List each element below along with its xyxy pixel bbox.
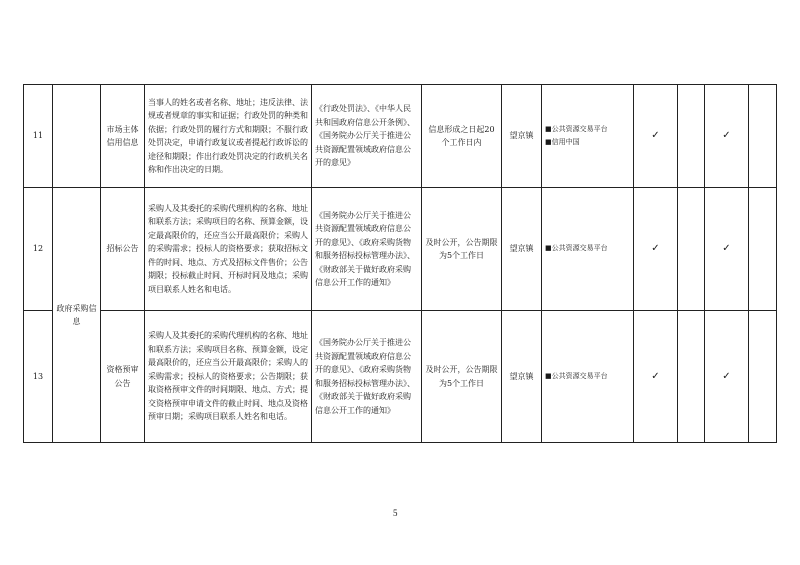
time-limit-cell: 及时公开，公告期限为5个工作日 — [422, 188, 502, 311]
table-row — [24, 311, 777, 443]
check-icon: ✓ — [722, 130, 731, 142]
channel-cell — [542, 188, 634, 311]
row-number: 12 — [24, 188, 53, 311]
empty-cell — [749, 188, 777, 311]
body-cell: 望京镇 — [502, 85, 542, 188]
time-limit-cell: 及时公开，公告期限为5个工作日 — [422, 311, 502, 443]
content-cell: 采购人及其委托的采购代理机构的名称、地址和联系方法；采购项目的名称、预算金额，设定最高限价的，还应当公开最高限价；采购人的采购需求；投标人的资格要求；获取招标文件的时间、地点、方式及招标文件售价；公告期限；投标截止时间、开标时间及地点；采购项目联系人姓名和电话。 — [145, 188, 312, 311]
content-cell: 当事人的姓名或者名称、地址；违反法律、法规或者规章的事实和证据；行政处罚的种类和依据；行政处罚的履行方式和期限；不服行政处罚决定，申请行政复议或者提起行政诉讼的途径和期限；作出行政处罚决定的行政机关名称和作出决定的日期。 — [145, 85, 312, 188]
page-number: 5 — [393, 508, 398, 518]
channel-item: ■公共资源交易平台 — [545, 124, 608, 133]
content-cell: 采购人及其委托的采购代理机构的名称、地址和联系方法；采购项目名称、预算金额，设定最高限价的，还应当公开最高限价；采购人的采购需求；投标人的资格要求；公告期限；获取资格预审文件的时间期限、地点、方式；提交资格预审申请文件的截止时间、地点及资格预审日期；采购项目联系人姓名和电话。 — [145, 311, 312, 443]
check-cell — [634, 188, 678, 311]
disclosure-table — [23, 84, 777, 443]
subcategory-cell: 市场主体信用信息 — [101, 85, 145, 188]
check-icon: ✓ — [651, 243, 660, 255]
body-cell: 望京镇 — [502, 188, 542, 311]
check-icon: ✓ — [651, 370, 660, 382]
empty-cell — [678, 311, 705, 443]
channel-cell — [542, 311, 634, 443]
channel-cell — [542, 85, 634, 188]
check-cell — [634, 85, 678, 188]
body-cell: 望京镇 — [502, 311, 542, 443]
basis-cell: 《国务院办公厅关于推进公共资源配置领域政府信息公开的意见》、《政府采购货物和服务招标投标管理办法》、《财政部关于做好政府采购信息公开工作的通知》 — [312, 311, 422, 443]
check-cell — [634, 311, 678, 443]
basis-cell: 《行政处罚法》、《中华人民共和国政府信息公开条例》、《国务院办公厅关于推进公共资源配置领域政府信息公开的意见》 — [312, 85, 422, 188]
check-icon: ✓ — [722, 243, 731, 255]
time-limit-cell: 信息形成之日起20个工作日内 — [422, 85, 502, 188]
row-number: 13 — [24, 311, 53, 443]
subcategory-cell: 资格预审公告 — [101, 311, 145, 443]
check-icon: ✓ — [651, 130, 660, 142]
check-cell — [705, 311, 749, 443]
subcategory-cell: 招标公告 — [101, 188, 145, 311]
channel-item: ■信用中国 — [545, 138, 580, 146]
row-number: 11 — [24, 85, 53, 188]
empty-cell — [678, 188, 705, 311]
empty-cell — [678, 85, 705, 188]
merged-category-cell: 政府采购信息 — [53, 188, 101, 443]
check-cell — [705, 85, 749, 188]
category-cell — [53, 85, 101, 188]
channel-item: ■公共资源交易平台 — [545, 244, 608, 253]
table-row — [24, 85, 777, 188]
check-icon: ✓ — [722, 370, 731, 382]
basis-cell: 《国务院办公厅关于推进公共资源配置领域政府信息公开的意见》、《政府采购货物和服务招标投标管理办法》、《财政部关于做好政府采购信息公开工作的通知》 — [312, 188, 422, 311]
table-row — [24, 188, 777, 311]
empty-cell — [749, 311, 777, 443]
check-cell — [705, 188, 749, 311]
empty-cell — [749, 85, 777, 188]
channel-item: ■公共资源交易平台 — [545, 371, 608, 380]
